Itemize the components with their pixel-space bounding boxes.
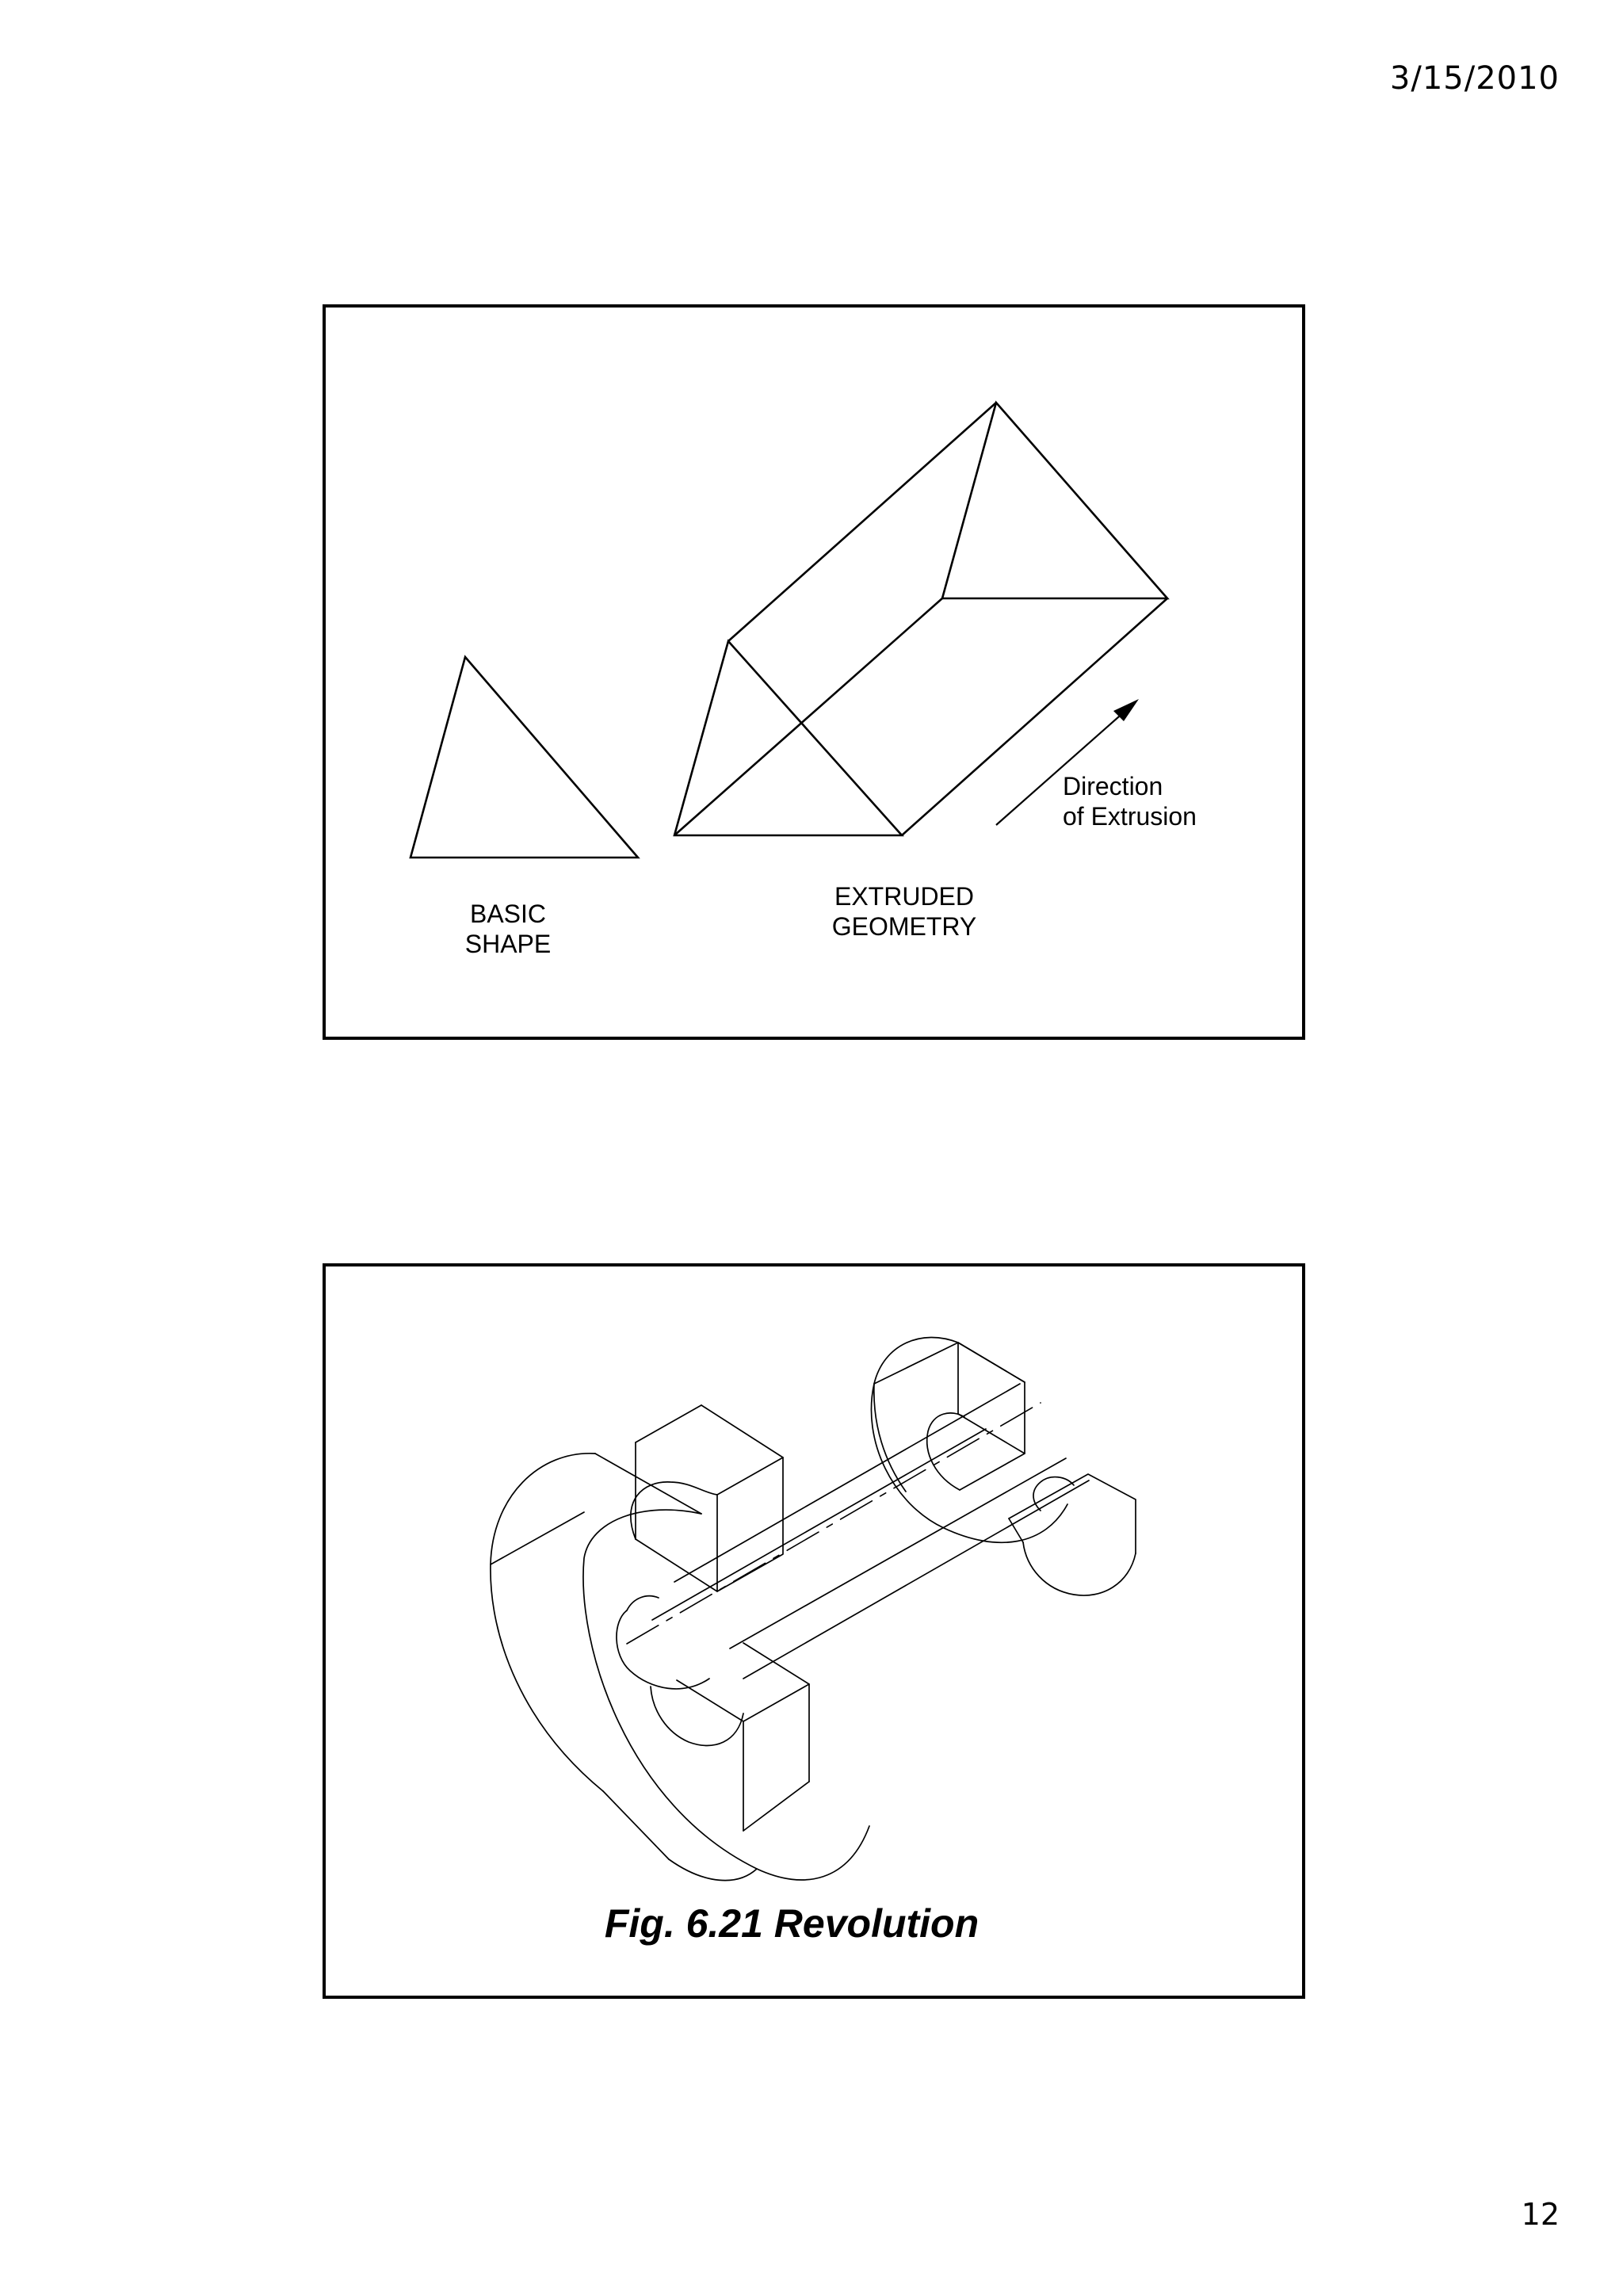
- left-flange-bottom-edge: [603, 1791, 669, 1859]
- left-flange-top-edge: [491, 1512, 584, 1564]
- prism-edge-left: [674, 598, 942, 835]
- page-date: 3/15/2010: [1389, 60, 1560, 97]
- shaft-mid-edge-2: [730, 1458, 1066, 1648]
- prism-back-face: [942, 403, 1167, 598]
- basic-shape-triangle: [411, 657, 638, 858]
- right-flange-outer-arc: [871, 1337, 1067, 1542]
- basic-shape-label: BASIC SHAPE: [464, 900, 552, 958]
- shaft-left-cap: [617, 1610, 709, 1689]
- slide-extrusion: [323, 304, 1305, 1040]
- left-flange-back-arc: [491, 1454, 603, 1791]
- prism-edge-top: [728, 403, 996, 641]
- right-box-upper: [874, 1343, 1025, 1490]
- page-number: 12: [1521, 2197, 1560, 2232]
- right-box-lower: [1009, 1474, 1136, 1553]
- revolution-drawing: [326, 1266, 1302, 1996]
- left-flange-inner-arc-bottom: [651, 1687, 743, 1746]
- figure-caption: Fig. 6.21 Revolution: [604, 1901, 980, 1946]
- extruded-geometry-label: EXTRUDED GEOMETRY: [831, 882, 977, 941]
- slide-revolution: [323, 1263, 1305, 1999]
- shaft-top-edge: [674, 1384, 1020, 1582]
- left-box-lower: [677, 1643, 809, 1721]
- left-flange-front-arc: [583, 1510, 869, 1880]
- shaft-centerline: [627, 1403, 1041, 1644]
- direction-of-extrusion-label: Direction of Extrusion: [1063, 772, 1197, 831]
